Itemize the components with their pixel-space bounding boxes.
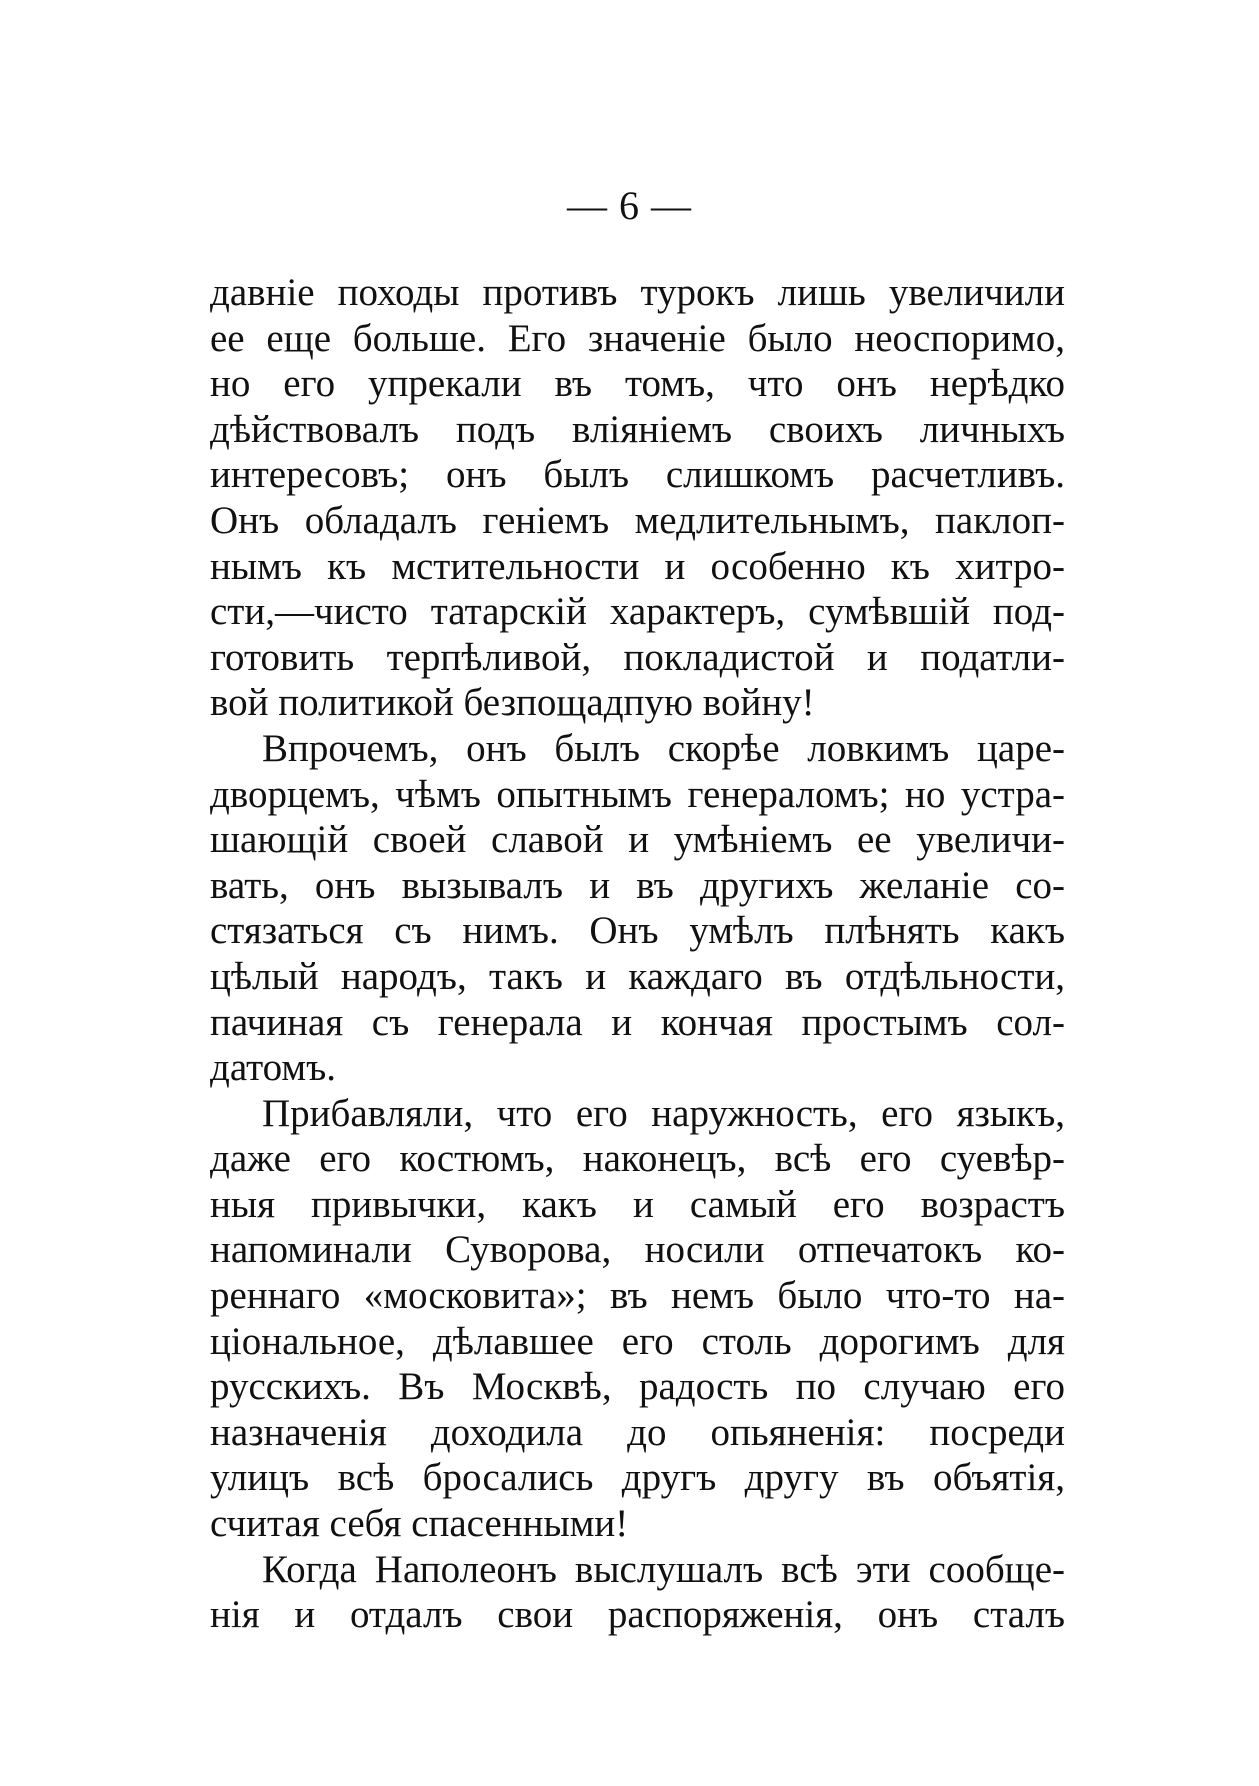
- body-text: [210, 270, 1065, 1638]
- text-line: шающій своей славой и умѣніемъ ее увеличи-: [210, 818, 1065, 862]
- text-line: реннаго «московита»; въ немъ было что-то на-: [210, 1274, 1065, 1318]
- text-line: нымъ къ мстительности и особенно къ хитро-: [210, 544, 1065, 588]
- text-line: интересовъ; онъ былъ слишкомъ расчетливъ.: [210, 453, 1065, 497]
- text-line: дѣйствовалъ подъ вліяніемъ своихъ личныхъ: [210, 407, 1065, 451]
- text-line: но его упрекали въ томъ, что онъ нерѣдко: [210, 362, 1065, 406]
- text-line: цѣлый народъ, такъ и каждаго въ отдѣльности,: [210, 954, 1065, 998]
- text-line: дворцемъ, чѣмъ опытнымъ генераломъ; но устра-: [210, 772, 1065, 816]
- text-line: вать, онъ вызывалъ и въ другихъ желаніе со-: [210, 863, 1065, 907]
- page-number: — 6 —: [567, 183, 692, 228]
- text-line: готовить терпѣливой, покладистой и податли-: [210, 635, 1065, 679]
- text-line: Когда Наполеонъ выслушалъ всѣ эти сообще-: [262, 1547, 1065, 1591]
- text-line: пачиная съ генерала и кончая простымъ сол-: [210, 1000, 1065, 1044]
- text-line: Прибавляли, что его наружность, его языкъ,: [262, 1091, 1065, 1135]
- text-line: ціональное, дѣлавшее его столь дорогимъ для: [210, 1319, 1065, 1363]
- text-line: сти,—чисто татарскій характеръ, сумѣвшій под-: [210, 590, 1065, 634]
- text-line: давніе походы противъ турокъ лишь увеличили: [210, 271, 1065, 314]
- text-line: Впрочемъ, онъ былъ скорѣе ловкимъ царе-: [262, 726, 1065, 770]
- text-line: русскихъ. Въ Москвѣ, радость по случаю его: [210, 1365, 1065, 1409]
- text-line: даже его костюмъ, наконецъ, всѣ его суевѣр-: [210, 1137, 1065, 1181]
- text-line: ныя привычки, какъ и самый его возрастъ: [210, 1182, 1065, 1226]
- text-line: считая себя спасенными!: [210, 1502, 629, 1546]
- text-line: назначенія доходила до опьяненія: посреди: [210, 1410, 1065, 1454]
- text-line: датомъ.: [210, 1046, 337, 1090]
- text-line: нія и отдалъ свои распоряженія, онъ сталъ: [210, 1593, 1065, 1637]
- text-line: Онъ обладалъ геніемъ медлительнымъ, паклоп-: [210, 498, 1065, 542]
- text-line: ее еще больше. Его значеніе было неоспоримо,: [210, 316, 1065, 360]
- text-line: улицъ всѣ бросались другъ другу въ объятія,: [210, 1456, 1065, 1500]
- text-line: стязаться съ нимъ. Онъ умѣлъ плѣнять какъ: [210, 909, 1065, 953]
- text-line: напоминали Суворова, носили отпечатокъ ко-: [210, 1228, 1065, 1272]
- text-line: вой политикой безпощадпую войну!: [210, 681, 815, 725]
